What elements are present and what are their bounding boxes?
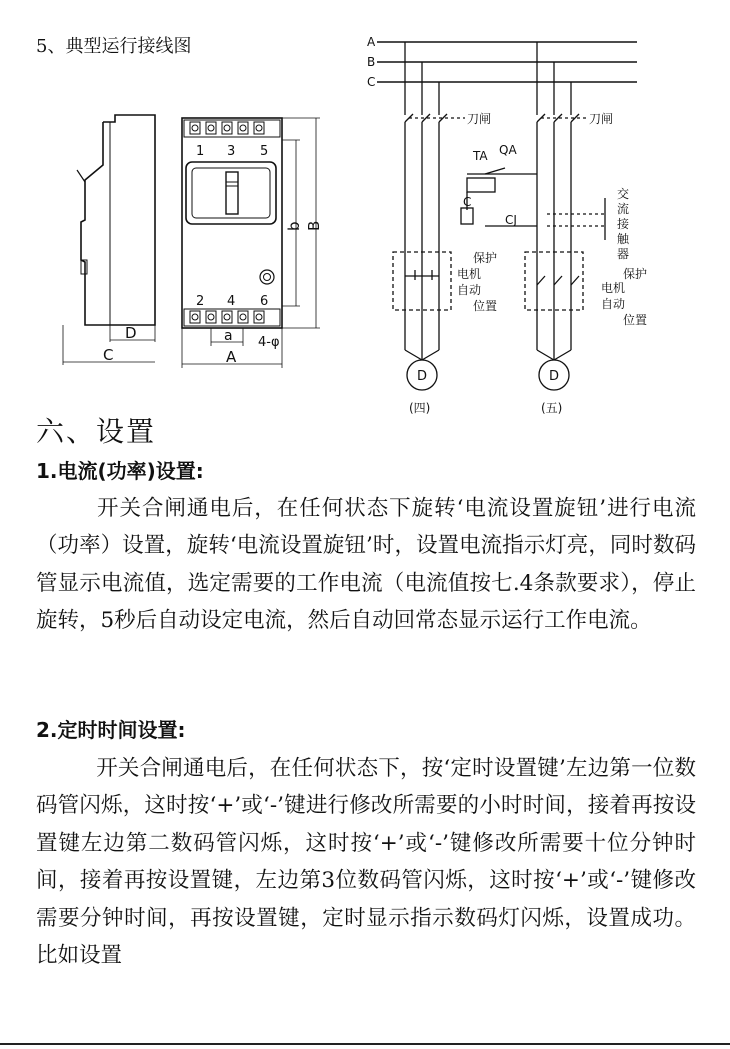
circuit5-QA-label: QA (499, 143, 517, 157)
dim-C-label: C (103, 346, 114, 364)
terminal-1: 1 (196, 144, 205, 159)
dim-D-label: D (125, 324, 137, 342)
circuit5-CJ-label: CJ (505, 213, 517, 227)
device-side-view (55, 110, 185, 370)
phase-C-label: C (367, 75, 376, 89)
timer-setting-paragraph (36, 750, 696, 974)
dim-a-label: a (224, 328, 233, 344)
circuit5-protect-1: 电机 (601, 281, 626, 295)
contactor-1: 交 (617, 187, 630, 201)
terminal-3: 3 (227, 144, 236, 159)
circuit4-protect-2: 自动 (457, 283, 482, 297)
current-setting-paragraph (36, 490, 696, 640)
circuit5-C-label: C (463, 195, 472, 209)
current-setting-text: 开关合闸通电后，在任何状态下旋转‘电流设置旋钮’进行电流（功率）设置，旋转‘电流设置旋钮’时，设置电流指示灯亮，同时数码管显示电流值，选定需要的工作电流（电流值按七.4条款要求），停止旋转，5秒后自动设定电流，然后自动回常态显示运行工作电流。 (36, 496, 696, 634)
circuit4-protect-3: 保护 (473, 251, 498, 265)
bottom-rule (0, 1043, 730, 1045)
circuit5-motor-label: D (549, 369, 560, 384)
dim-b-label: b (285, 221, 303, 231)
terminal-6: 6 (260, 294, 269, 309)
timer-setting-subtitle: 2.定时时间设置: (36, 718, 186, 742)
circuit4-motor-label: D (417, 369, 428, 384)
wiring-diagram (365, 30, 655, 420)
circuit4-caption: (四) (409, 401, 431, 415)
contactor-5: 器 (617, 247, 630, 261)
timer-setting-text: 开关合闸通电后，在任何状态下，按‘定时设置键’左边第一位数码管闪烁，这时按‘+’或‘-’键进行修改所需要的小时时间，接着再按设置键左边第二数码管闪烁，这时按‘+’或‘-’键修改所需要十位分钟时间，接着再按设置键，左边第3位数码管闪烁，这时按‘+’或‘-’键修改需要分钟时间，再按设置键，定时显示指示数码灯闪烁，设置成功。比如设置 (36, 756, 696, 969)
circuit5-protect-2: 自动 (601, 297, 626, 311)
circuit4-protect-1: 电机 (457, 267, 482, 281)
phase-A-label: A (367, 35, 376, 49)
contactor-4: 触 (617, 232, 630, 246)
circuit5-protect-4: 位置 (623, 313, 648, 327)
circuit4-protect-4: 位置 (473, 299, 498, 313)
circuit5-protect-3: 保护 (623, 267, 648, 281)
contactor-3: 接 (617, 217, 630, 231)
terminal-2: 2 (196, 294, 205, 309)
terminal-5: 5 (260, 144, 269, 159)
circuit5-TA-label: TA (473, 149, 488, 163)
device-front-view (170, 110, 330, 370)
circuit4-switch-label: 刀闸 (467, 112, 492, 126)
circuit5-caption: (五) (541, 401, 563, 415)
phase-B-label: B (367, 55, 376, 69)
contactor-2: 流 (617, 202, 630, 216)
dim-B-label: B (305, 220, 323, 231)
hole-label: 4-φ (258, 335, 280, 350)
dim-A-label: A (226, 348, 237, 366)
section6-title: 六、设置 (36, 415, 157, 448)
section5-heading: 5、典型运行接线图 (36, 36, 192, 57)
circuit5-switch-label: 刀闸 (589, 112, 614, 126)
current-setting-subtitle: 1.电流(功率)设置: (36, 459, 204, 483)
terminal-4: 4 (227, 294, 236, 309)
